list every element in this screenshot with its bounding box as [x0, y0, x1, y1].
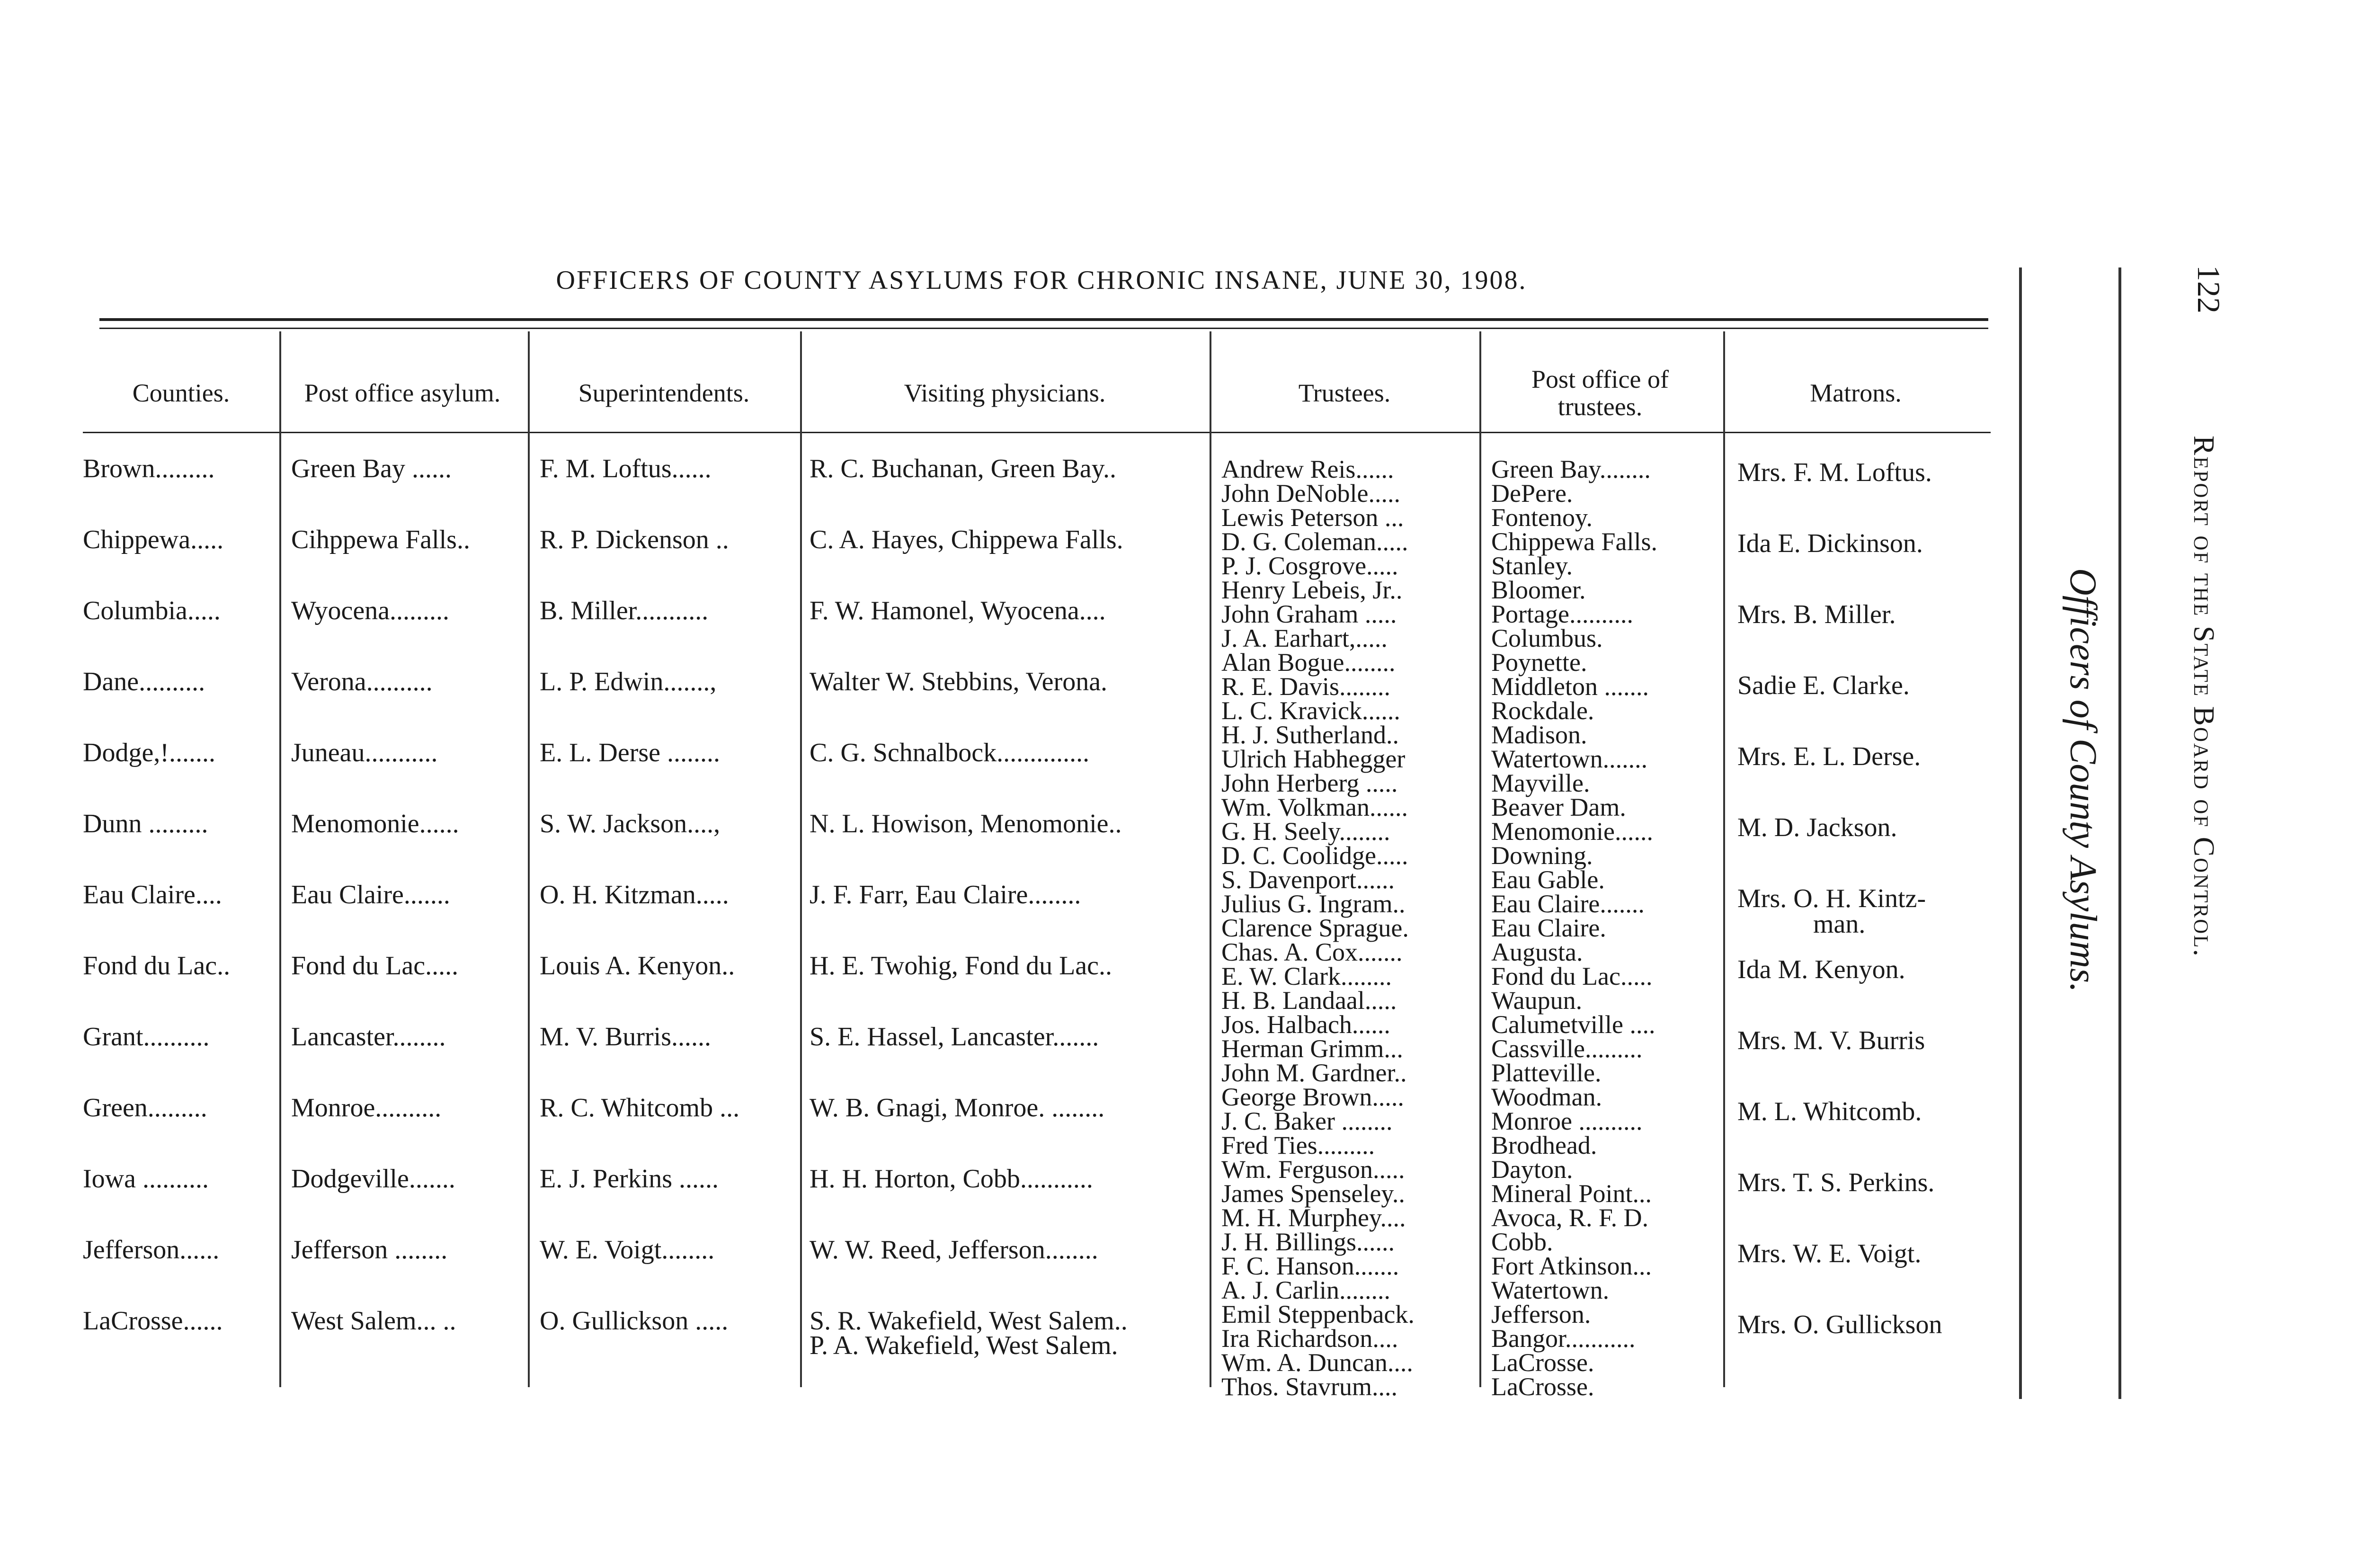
trustee-post-office: Cobb.: [1491, 1228, 1553, 1256]
asylum-post-office: Verona..........: [291, 667, 433, 696]
asylum-post-office: Menomonie......: [291, 809, 459, 838]
trustee-post-office: Menomonie......: [1491, 817, 1653, 846]
trustee-name: Clarence Sprague.: [1221, 914, 1409, 942]
superintendent-name: O. Gullickson .....: [540, 1306, 729, 1336]
asylum-post-office: Jefferson ........: [291, 1235, 448, 1265]
trustee-post-office: Bangor...........: [1491, 1324, 1636, 1353]
superintendent-name: M. V. Burris......: [540, 1022, 712, 1051]
top-rule-thick: [99, 318, 1988, 321]
physician-name: C. A. Hayes, Chippewa Falls.: [810, 525, 1123, 554]
physician-name: S. R. Wakefield, West Salem..: [810, 1306, 1128, 1336]
trustee-post-office: LaCrosse.: [1491, 1348, 1594, 1377]
trustee-name: George Brown.....: [1221, 1083, 1404, 1111]
county-name: LaCrosse......: [83, 1306, 223, 1336]
column-divider: [528, 331, 530, 1387]
section-title: Officers of County Asylums.: [2062, 568, 2104, 993]
trustee-post-office: Eau Gable.: [1491, 865, 1605, 894]
side-divider: [2118, 267, 2121, 1399]
physician-name: H. E. Twohig, Fond du Lac..: [810, 951, 1112, 980]
asylum-post-office: West Salem... ..: [291, 1306, 456, 1336]
county-name: Iowa ..........: [83, 1164, 209, 1194]
trustee-name: Herman Grimm...: [1221, 1034, 1403, 1063]
trustee-post-office: Jefferson.: [1491, 1300, 1591, 1328]
trustee-name: A. J. Carlin........: [1221, 1276, 1390, 1304]
matron-name: Mrs. E. L. Derse.: [1737, 742, 1921, 771]
trustee-name: Ulrich Habhegger: [1221, 745, 1406, 773]
trustee-post-office: Monroe ..........: [1491, 1107, 1643, 1135]
trustee-post-office: Chippewa Falls.: [1491, 527, 1657, 556]
matron-name: M. L. Whitcomb.: [1737, 1097, 1922, 1126]
superintendent-name: S. W. Jackson....,: [540, 809, 721, 838]
trustee-name: John M. Gardner..: [1221, 1059, 1407, 1087]
trustee-name: E. W. Clark........: [1221, 962, 1392, 990]
physician-name: N. L. Howison, Menomonie..: [810, 809, 1122, 838]
county-name: Jefferson......: [83, 1235, 220, 1265]
trustee-post-office: Downing.: [1491, 841, 1593, 870]
trustee-name: Thos. Stavrum....: [1221, 1372, 1397, 1401]
trustee-post-office: Woodman.: [1491, 1083, 1602, 1111]
asylum-post-office: Eau Claire.......: [291, 880, 450, 909]
physician-name: W. B. Gnagi, Monroe. ........: [810, 1093, 1105, 1123]
trustee-name: J. H. Billings......: [1221, 1228, 1395, 1256]
trustee-post-office: Mayville.: [1491, 769, 1590, 797]
trustee-post-office: Portage..........: [1491, 600, 1633, 628]
trustee-name: John Herberg .....: [1221, 769, 1398, 797]
trustee-name: Wm. Volkman......: [1221, 793, 1408, 821]
trustee-name: F. C. Hanson.......: [1221, 1252, 1399, 1280]
trustee-name: H. J. Sutherland..: [1221, 721, 1399, 749]
matron-name: man.: [1813, 909, 1866, 939]
superintendent-name: R. C. Whitcomb ...: [540, 1093, 740, 1123]
asylum-post-office: Monroe..........: [291, 1093, 442, 1123]
matron-name: Mrs. T. S. Perkins.: [1737, 1168, 1935, 1197]
matron-name: Mrs. M. V. Burris: [1737, 1026, 1925, 1055]
page-title: OFFICERS OF COUNTY ASYLUMS FOR CHRONIC INSANE, JUNE 30, 1908.: [556, 266, 1527, 295]
column-divider: [279, 331, 281, 1387]
trustee-post-office: Beaver Dam.: [1491, 793, 1626, 821]
county-name: Brown.........: [83, 454, 215, 483]
trustee-name: P. J. Cosgrove.....: [1221, 552, 1398, 580]
trustee-name: John Graham .....: [1221, 600, 1397, 628]
asylum-post-office: Lancaster........: [291, 1022, 446, 1051]
physician-name: P. A. Wakefield, West Salem.: [810, 1331, 1118, 1360]
trustee-post-office: Waupun.: [1491, 986, 1583, 1015]
column-divider: [1210, 331, 1211, 1387]
trustee-post-office: Stanley.: [1491, 552, 1573, 580]
column-divider: [800, 331, 802, 1387]
column-divider: [1479, 331, 1481, 1387]
matron-name: Mrs. O. Gullickson: [1737, 1310, 1942, 1339]
county-name: Dunn .........: [83, 809, 208, 838]
trustee-name: D. G. Coleman.....: [1221, 527, 1408, 556]
county-name: Green.........: [83, 1093, 207, 1123]
trustee-name: J. C. Baker ........: [1221, 1107, 1393, 1135]
trustee-name: Emil Steppenback.: [1221, 1300, 1415, 1328]
matron-name: Mrs. B. Miller.: [1737, 600, 1896, 629]
superintendent-name: O. H. Kitzman.....: [540, 880, 729, 909]
trustee-post-office: Fond du Lac.....: [1491, 962, 1653, 990]
trustee-post-office: Middleton .......: [1491, 672, 1649, 701]
trustee-post-office: Brodhead.: [1491, 1131, 1597, 1159]
physician-name: J. F. Farr, Eau Claire........: [810, 880, 1081, 909]
trustee-post-office: Cassville.........: [1491, 1034, 1643, 1063]
trustee-name: Wm. Ferguson.....: [1221, 1155, 1405, 1184]
trustee-post-office: Calumetville ....: [1491, 1010, 1655, 1039]
trustee-name: Jos. Halbach......: [1221, 1010, 1390, 1039]
trustee-name: Chas. A. Cox.......: [1221, 938, 1403, 966]
trustee-post-office: Platteville.: [1491, 1059, 1602, 1087]
matron-name: Ida M. Kenyon.: [1737, 955, 1905, 984]
trustee-name: S. Davenport......: [1221, 865, 1395, 894]
asylum-post-office: Fond du Lac.....: [291, 951, 459, 980]
trustee-name: R. E. Davis........: [1221, 672, 1390, 701]
column-divider: [1723, 331, 1725, 1387]
trustee-post-office: Rockdale.: [1491, 696, 1594, 725]
matron-name: M. D. Jackson.: [1737, 813, 1897, 842]
asylum-post-office: Green Bay ......: [291, 454, 452, 483]
trustee-name: M. H. Murphey....: [1221, 1203, 1406, 1232]
physician-name: S. E. Hassel, Lancaster.......: [810, 1022, 1099, 1051]
matron-name: Mrs. F. M. Loftus.: [1737, 458, 1932, 487]
trustee-post-office: Fort Atkinson...: [1491, 1252, 1652, 1280]
asylum-post-office: Cihppewa Falls..: [291, 525, 470, 554]
side-divider: [2019, 267, 2022, 1399]
physician-name: Walter W. Stebbins, Verona.: [810, 667, 1108, 696]
physician-name: C. G. Schnalbock..............: [810, 738, 1090, 767]
county-name: Chippewa.....: [83, 525, 224, 554]
header-superintendents: Superintendents.: [578, 379, 750, 407]
trustee-post-office: Eau Claire.: [1491, 914, 1606, 942]
county-name: Fond du Lac..: [83, 951, 231, 980]
trustee-post-office: Augusta.: [1491, 938, 1583, 966]
trustee-name: John DeNoble.....: [1221, 479, 1400, 508]
header-visiting-physicians: Visiting physicians.: [904, 379, 1106, 407]
trustee-post-office: Watertown.: [1491, 1276, 1610, 1304]
physician-name: R. C. Buchanan, Green Bay..: [810, 454, 1116, 483]
matron-name: Mrs. W. E. Voigt.: [1737, 1239, 1922, 1268]
trustee-name: Andrew Reis......: [1221, 455, 1394, 483]
superintendent-name: R. P. Dickenson ..: [540, 525, 729, 554]
county-name: Columbia.....: [83, 596, 221, 625]
trustee-post-office: Avoca, R. F. D.: [1491, 1203, 1649, 1232]
trustee-post-office: Fontenoy.: [1491, 503, 1593, 532]
physician-name: H. H. Horton, Cobb...........: [810, 1164, 1093, 1194]
asylum-post-office: Wyocena.........: [291, 596, 450, 625]
trustee-name: Ira Richardson....: [1221, 1324, 1398, 1353]
trustee-name: G. H. Seely........: [1221, 817, 1390, 846]
superintendent-name: L. P. Edwin.......,: [540, 667, 717, 696]
matron-name: Ida E. Dickinson.: [1737, 529, 1923, 558]
trustee-name: Julius G. Ingram..: [1221, 890, 1406, 918]
matron-name: Mrs. O. H. Kintz-: [1737, 884, 1926, 913]
trustee-name: Lewis Peterson ...: [1221, 503, 1404, 532]
physician-name: W. W. Reed, Jefferson........: [810, 1235, 1098, 1265]
trustee-post-office: LaCrosse.: [1491, 1372, 1594, 1401]
superintendent-name: Louis A. Kenyon..: [540, 951, 735, 980]
county-name: Eau Claire....: [83, 880, 222, 909]
trustee-post-office: Dayton.: [1491, 1155, 1573, 1184]
trustee-post-office: Green Bay........: [1491, 455, 1651, 483]
county-name: Grant..........: [83, 1022, 210, 1051]
top-rule-thin: [99, 328, 1988, 329]
trustee-post-office: Bloomer.: [1491, 576, 1586, 604]
trustee-name: H. B. Landaal.....: [1221, 986, 1397, 1015]
trustee-name: Alan Bogue........: [1221, 648, 1396, 677]
trustee-post-office: Mineral Point...: [1491, 1179, 1652, 1208]
header-matrons: Matrons.: [1810, 379, 1902, 407]
physician-name: F. W. Hamonel, Wyocena....: [810, 596, 1106, 625]
superintendent-name: E. L. Derse ........: [540, 738, 721, 767]
trustee-post-office: Madison.: [1491, 721, 1587, 749]
report-title: Report of the State Board of Control.: [2188, 436, 2220, 958]
trustee-name: James Spenseley..: [1221, 1179, 1405, 1208]
trustee-name: D. C. Coolidge.....: [1221, 841, 1408, 870]
trustee-post-office: DePere.: [1491, 479, 1573, 508]
asylum-post-office: Dodgeville.......: [291, 1164, 455, 1194]
trustee-name: Fred Ties.........: [1221, 1131, 1375, 1159]
superintendent-name: B. Miller...........: [540, 596, 709, 625]
page-number: 122: [2191, 265, 2227, 313]
county-name: Dane..........: [83, 667, 205, 696]
header-trustees: Trustees.: [1298, 379, 1391, 407]
trustee-post-office: Watertown.......: [1491, 745, 1648, 773]
trustee-name: J. A. Earhart,.....: [1221, 624, 1388, 652]
header-counties: Counties.: [132, 379, 230, 407]
trustee-post-office: Columbus.: [1491, 624, 1603, 652]
asylum-post-office: Juneau...........: [291, 738, 438, 767]
trustee-post-office: Eau Claire.......: [1491, 890, 1645, 918]
header-post-office-asylum: Post office asylum.: [304, 379, 501, 407]
superintendent-name: E. J. Perkins ......: [540, 1164, 719, 1194]
trustee-name: L. C. Kravick......: [1221, 696, 1400, 725]
superintendent-name: W. E. Voigt........: [540, 1235, 715, 1265]
header-post-office-trustees: Post office of trustees.: [1531, 365, 1669, 421]
county-name: Dodge,!.......: [83, 738, 215, 767]
trustee-name: Henry Lebeis, Jr..: [1221, 576, 1403, 604]
trustee-name: Wm. A. Duncan....: [1221, 1348, 1413, 1377]
superintendent-name: F. M. Loftus......: [540, 454, 712, 483]
matron-name: Sadie E. Clarke.: [1737, 671, 1910, 700]
trustee-post-office: Poynette.: [1491, 648, 1587, 677]
